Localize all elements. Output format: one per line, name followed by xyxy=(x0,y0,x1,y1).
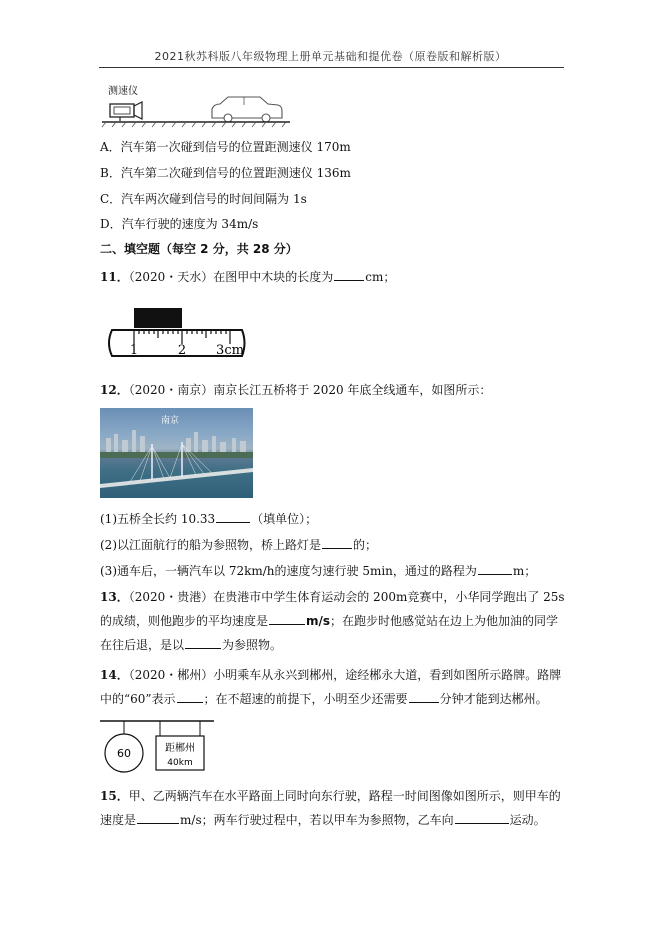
answer-blank xyxy=(334,268,364,281)
option-b: B．汽车第二次碰到信号的位置距测速仪 136m xyxy=(100,166,351,180)
bridge-illustration xyxy=(100,408,253,498)
distance-sign-value: 40km xyxy=(167,758,193,768)
bridge-photo xyxy=(100,408,253,498)
question-15 xyxy=(100,784,566,832)
answer-blank xyxy=(185,636,221,649)
option-d: D．汽车行驶的速度为 34m/s xyxy=(100,217,259,231)
answer-blank xyxy=(216,510,250,523)
option-c: C．汽车两次碰到信号的时间间隔为 1s xyxy=(100,192,307,206)
wood-block xyxy=(134,308,182,328)
question-13 xyxy=(100,585,566,657)
question-number: 11． xyxy=(100,270,129,284)
speedometer-label: 测速仪 xyxy=(108,86,138,97)
car-icon xyxy=(212,97,282,122)
question-text: cm； xyxy=(365,270,396,284)
sub-question-text: （填单位）； xyxy=(251,512,318,526)
question-text: （2020・贵港）在贵港市中学生体育运动会的 200m竞赛中，小华同学跑出了 25s 的成绩，则他跑步的平均速度是 xyxy=(100,590,565,628)
distance-sign-destination: 距郴州 xyxy=(165,743,195,754)
question-text: 分钟才能到达郴州。 xyxy=(439,692,548,706)
ruler-tick-label: 3cm xyxy=(216,343,244,358)
answer-blank xyxy=(322,536,352,549)
ruler-tick-label: 1 xyxy=(129,343,139,358)
road-sign-figure xyxy=(100,716,216,776)
speed-limit-value: 60 xyxy=(117,747,131,760)
question-12 xyxy=(100,381,491,399)
question-text: （2020・郴州）小明乘车从永兴到郴州，途经郴永大道，看到如图所示路牌。路牌中的“60”表示 xyxy=(100,668,562,706)
sub-question-text: 的； xyxy=(353,538,378,552)
question-number: 15． xyxy=(100,789,129,803)
sub-question-text: (1)五桥全长约 10.33 xyxy=(100,512,216,526)
sub-question-text: m； xyxy=(512,564,537,578)
ruler-figure xyxy=(100,300,250,360)
photo-caption: 南京 xyxy=(160,416,180,426)
question-text: 甲、乙两辆汽车在水平路面上同时向东行驶，路程一时间图像如图所示，则甲车的速度是 xyxy=(100,789,561,827)
question-12-sub1 xyxy=(100,510,317,528)
question-text: m/s；两车行驶过程中，若以甲车为参照物，乙车向 xyxy=(180,813,454,827)
option-a: A．汽车第一次碰到信号的位置距测速仪 170m xyxy=(100,140,351,154)
question-number: 12． xyxy=(100,383,129,397)
ruler-tick-label: 2 xyxy=(177,343,187,358)
answer-blank xyxy=(269,612,305,625)
question-number: 14． xyxy=(100,668,129,682)
question-text: 为参照物。 xyxy=(222,638,283,652)
question-text: （2020・天水）在图甲中木块的长度为 xyxy=(128,270,334,284)
speedometer-figure xyxy=(100,92,292,128)
question-text: ；在不超速的前提下，小明至少还需要 xyxy=(203,692,408,706)
question-number: 13． xyxy=(100,590,129,604)
question-14 xyxy=(100,663,566,711)
question-11 xyxy=(100,268,395,286)
question-12-sub2 xyxy=(100,536,377,554)
page-header: 2021秋苏科版八年级物理上册单元基础和提优卷（原卷版和解析版） xyxy=(154,50,507,63)
answer-blank xyxy=(177,690,203,703)
speed-camera-icon xyxy=(110,102,142,121)
answer-blank xyxy=(409,690,439,703)
question-text: ；在跑步时他感觉站在边上为他加油的同学在往后退，是以 xyxy=(100,614,559,652)
question-text: （2020・南京）南京长江五桥将于 2020 年底全线通车，如图所示： xyxy=(128,383,492,397)
header-rule xyxy=(99,67,564,68)
answer-blank xyxy=(478,562,512,575)
answer-blank xyxy=(137,811,179,824)
answer-blank xyxy=(455,811,509,824)
section-title: 二、填空题（每空 2 分，共 28 分） xyxy=(100,242,298,256)
sub-question-text: (3)通车后，一辆汽车以 72km/h的速度匀速行驶 5min，通过的路程为 xyxy=(100,564,477,578)
sub-question-text: (2)以江面航行的船为参照物，桥上路灯是 xyxy=(100,538,321,552)
question-text: 运动。 xyxy=(509,813,546,827)
question-12-sub3 xyxy=(100,562,536,580)
unit-label: m/s xyxy=(306,614,331,628)
